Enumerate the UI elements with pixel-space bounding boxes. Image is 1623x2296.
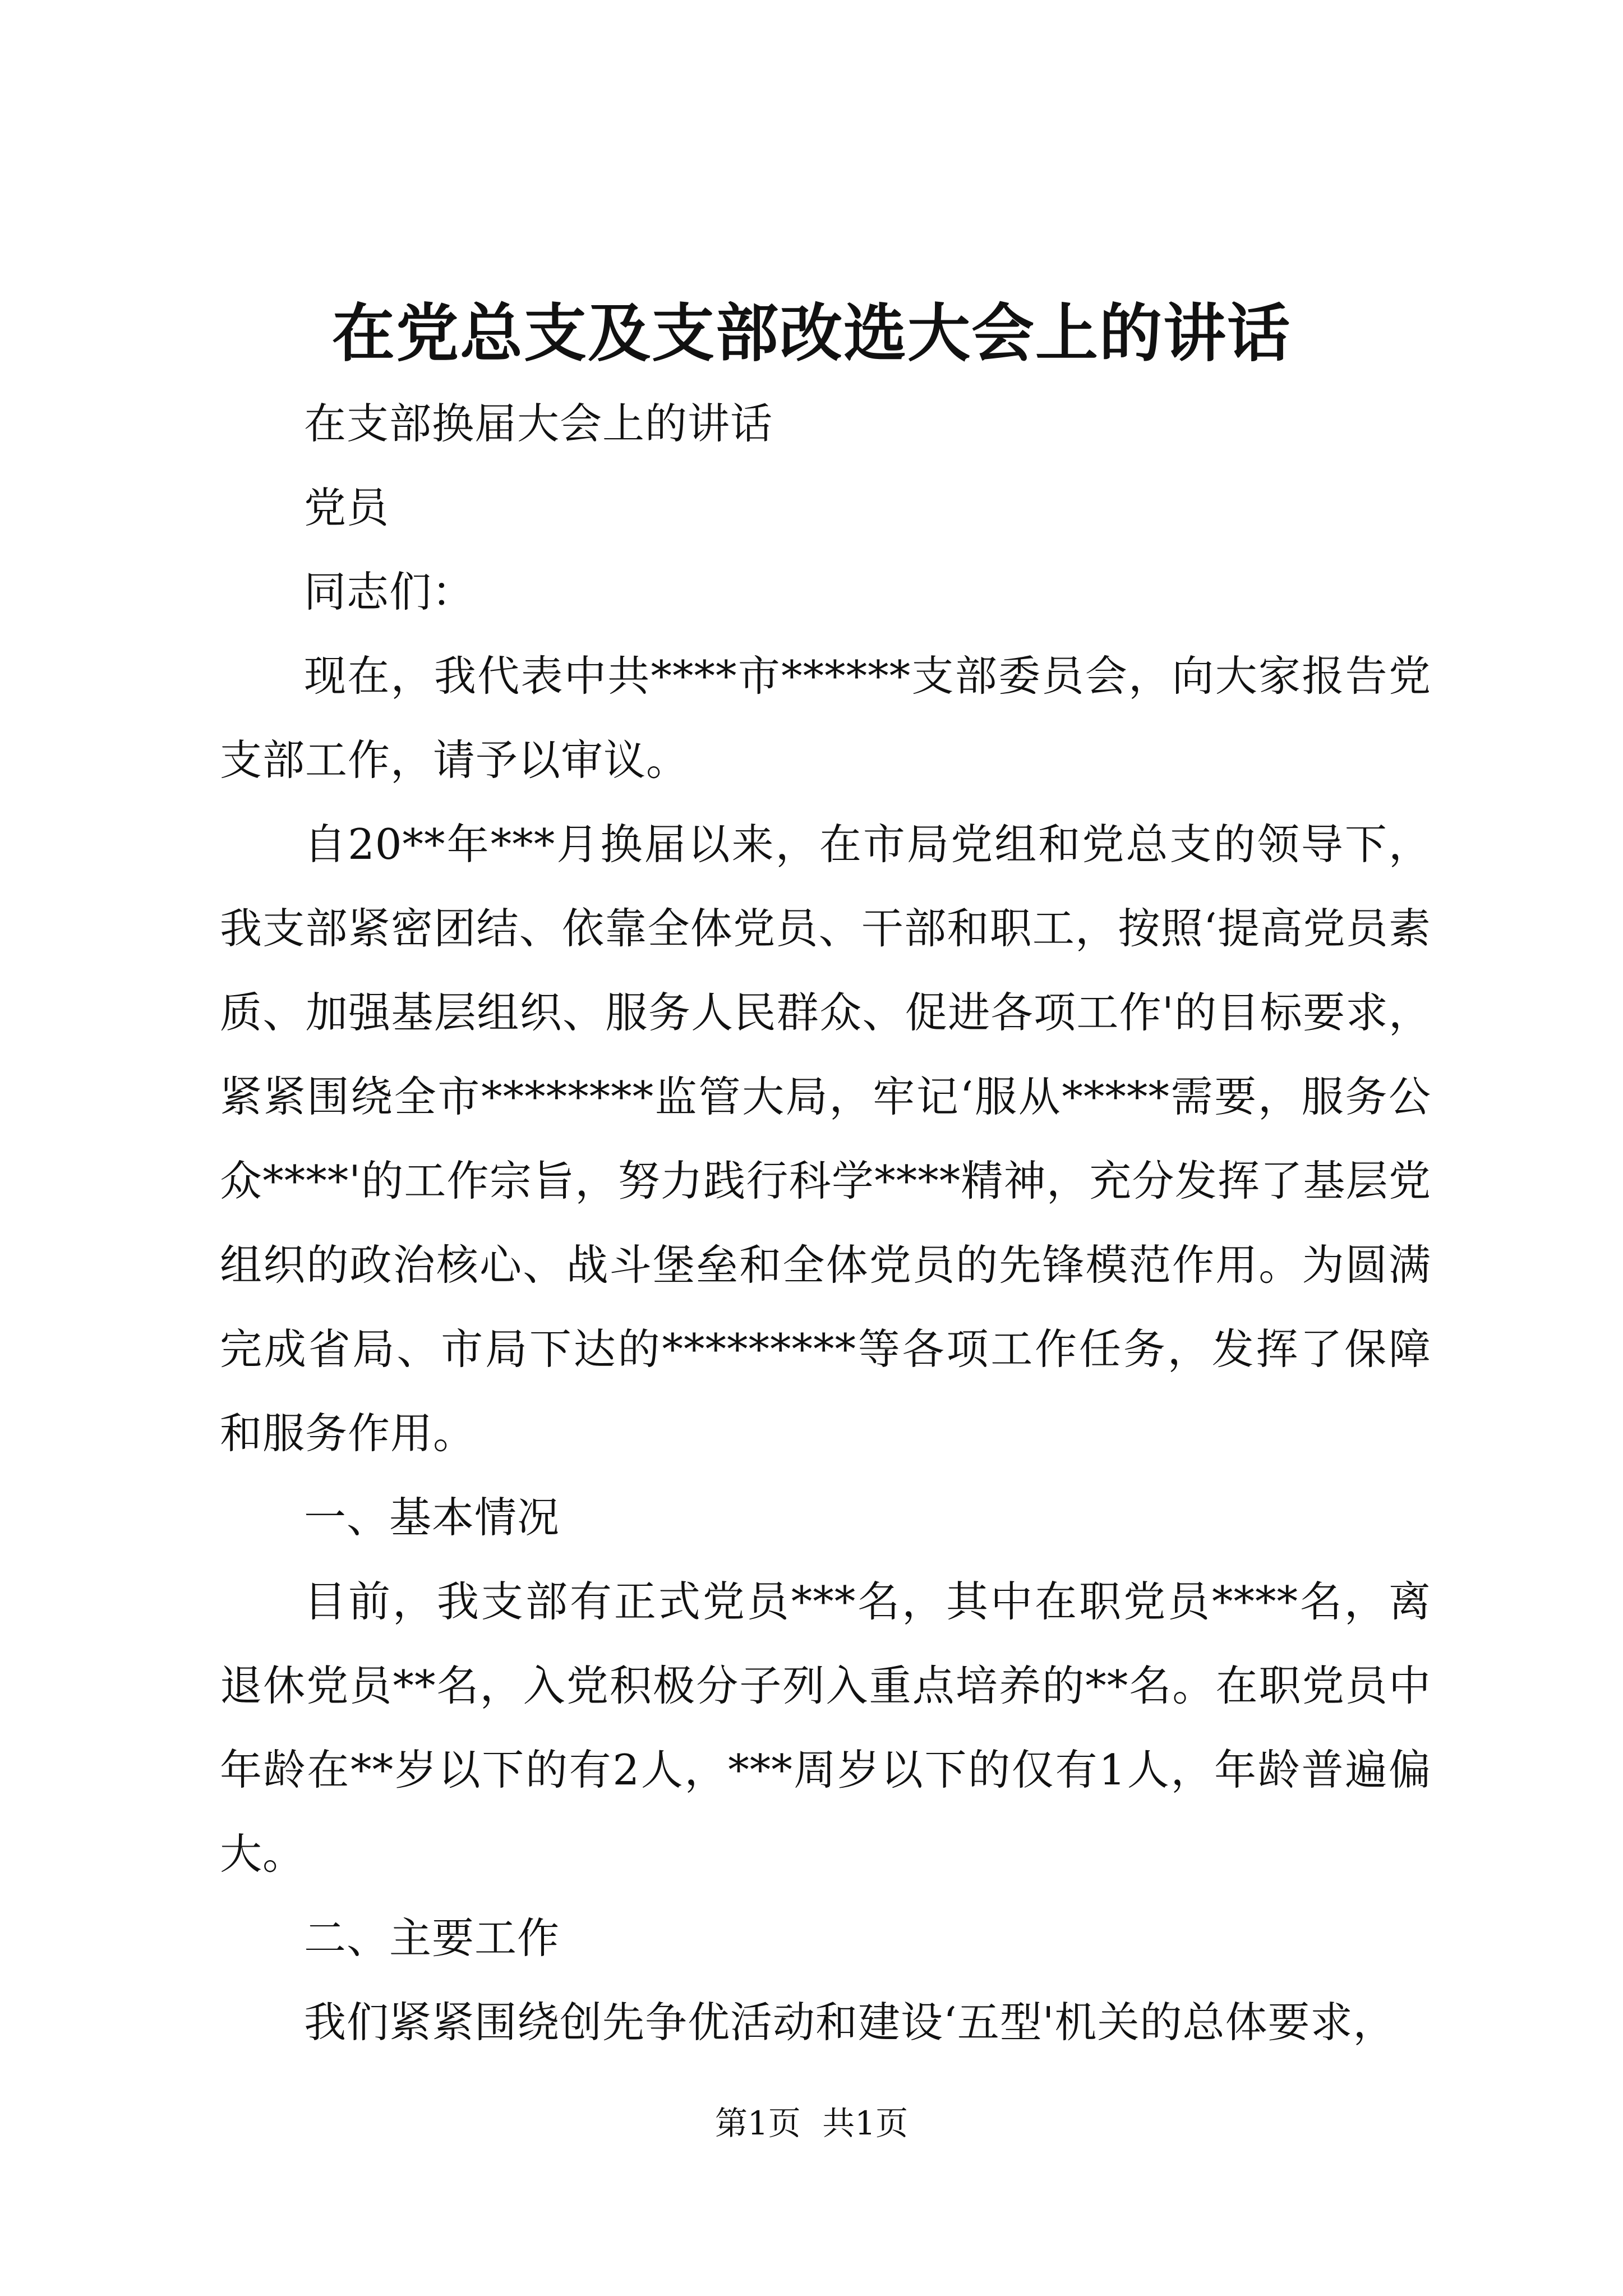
author-line: 党员 (304, 483, 390, 532)
document-title: 在党总支及支部改选大会上的讲话 (332, 297, 1291, 370)
page-total: 共1页 (822, 2104, 909, 2142)
section-heading: 一、基本情况 (304, 1493, 560, 1542)
salutation: 同志们： (304, 567, 475, 616)
body-paragraph: 目前，我支部有正式党员***名，其中在职党员****名，离退休党员**名，入党积极分子列入重点培养的**名。在职党员中年龄在**岁以下的有2人，***周岁以下的仅有1人，年龄普遍偏大。 (220, 1577, 1431, 1879)
document-body (220, 381, 1431, 2064)
page-footer (0, 2101, 1623, 2146)
page-number: 第1页 (714, 2104, 801, 2142)
body-paragraph: 我们紧紧围绕创先争优活动和建设‘五型'机关的总体要求， (304, 1998, 1396, 2047)
body-paragraph: 现在，我代表中共****市******支部委员会，向大家报告党支部工作，请予以审议。 (220, 651, 1431, 785)
body-paragraph: 自20**年***月换届以来，在市局党组和党总支的领导下，我支部紧密团结、依靠全体党员、干部和职工，按照‘提高党员素质、加强基层组织、服务人民群众、促进各项工作'的目标要求，紧紧围绕全市********监管大局，牢记‘服从*****需要，服务公众****'的工作宗旨，努力践行科学****精神，充分发挥了基层党组织的政治核心、战斗堡垒和全体党员的先锋模范作用。为圆满完成省局、市局下达的*********等各项工作任务，发挥了保障和服务作用。 (220, 820, 1431, 1458)
subtitle-paragraph: 在支部换届大会上的讲话 (304, 399, 773, 448)
section-heading: 二、主要工作 (304, 1913, 560, 1963)
